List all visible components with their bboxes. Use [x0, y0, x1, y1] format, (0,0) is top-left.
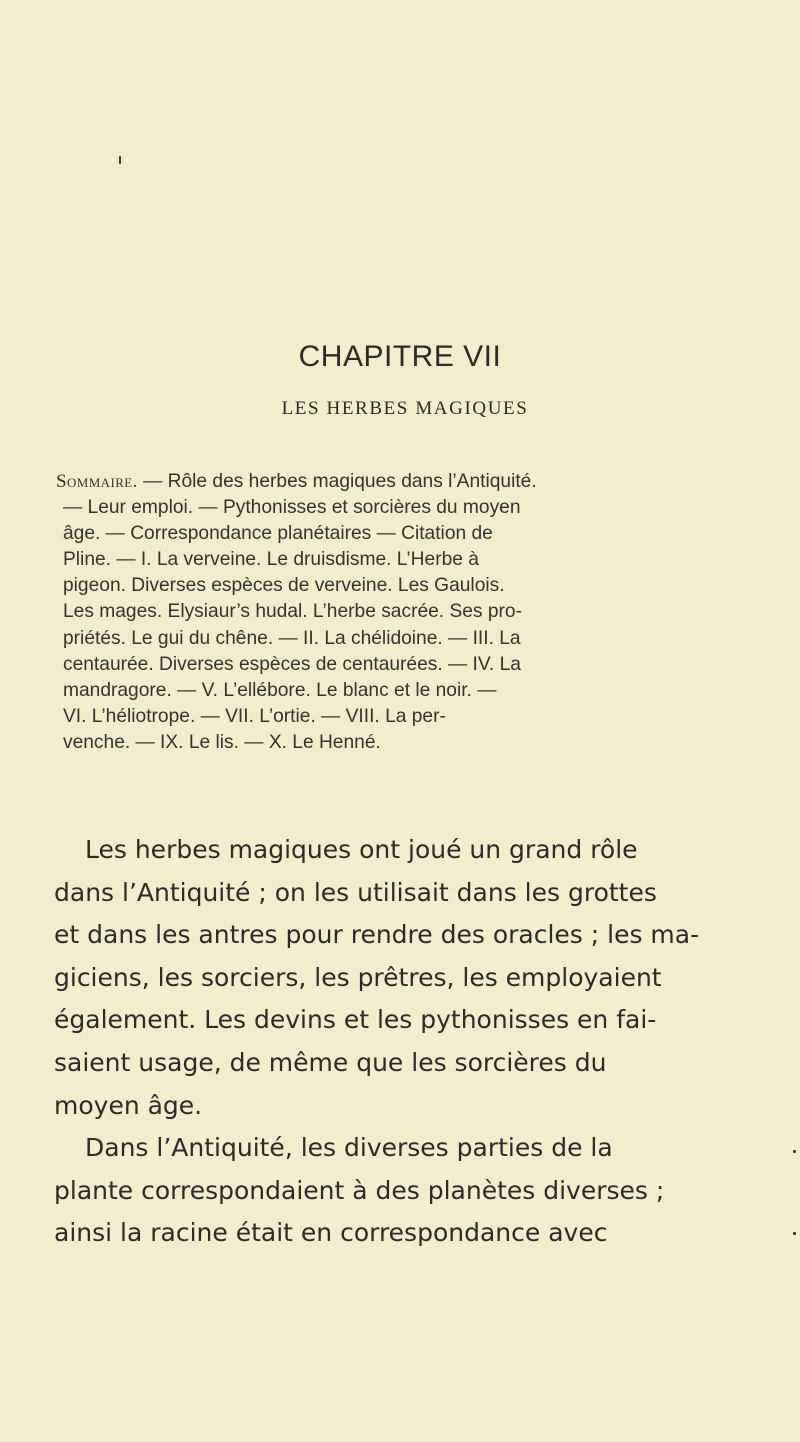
body-line: Dans l’Antiquité, les diverses parties de la — [85, 1133, 613, 1163]
section-title: LES HERBES MAGIQUES — [281, 398, 529, 419]
summary-text: — Rôle des herbes magiques dans l’Antiquité. — [137, 471, 537, 492]
summary-line: Pline. — I. La verveine. Le druisdisme. L’Herbe à — [63, 549, 479, 571]
body-line: Les herbes magiques ont joué un grand rôle — [85, 835, 638, 864]
summary-line: Les mages. Elysiaur’s hudal. L’herbe sacrée. Ses pro- — [63, 601, 522, 623]
summary-label: Sommaire. — [56, 471, 138, 492]
page-speck — [793, 1232, 796, 1235]
body-line: et dans les antres pour rendre des oracles ; les ma- — [54, 920, 700, 950]
body-line: plante correspondaient à des planètes diverses ; — [54, 1175, 665, 1205]
summary-line: centaurée. Diverses espèces de centaurées. — IV. La — [63, 653, 521, 675]
body-line: dans l’Antiquité ; on les utilisait dans les grottes — [54, 877, 657, 907]
chapter-title: CHAPITRE VII — [298, 340, 502, 374]
body-line: moyen âge. — [54, 1090, 203, 1120]
summary-line: venche. — IX. Le lis. — X. Le Henné. — [63, 731, 381, 753]
body-paragraphs — [54, 829, 744, 1255]
summary-line: priétés. Le gui du chêne. — II. La chélidoine. — III. La — [63, 627, 521, 649]
summary-line — [56, 469, 744, 495]
body-line: ainsi la racine était en correspondance avec — [54, 1218, 608, 1248]
page-speck — [793, 1150, 796, 1153]
summary-line: pigeon. Diverses espèces de verveine. Les Gaulois. — [63, 575, 505, 597]
body-line: giciens, les sorciers, les prêtres, les employaient — [54, 962, 662, 992]
page-speck — [119, 156, 121, 164]
summary-line: VI. L’héliotrope. — VII. L’ortie. — VIII. La per- — [63, 705, 446, 727]
summary-line: âge. — Correspondance planétaires — Citation de — [63, 523, 493, 545]
body-line: saient usage, de même que les sorcières du — [54, 1047, 607, 1077]
summary-line: — Leur emploi. — Pythonisses et sorcières du moyen — [63, 497, 521, 519]
body-line: également. Les devins et les pythonisses en fai- — [54, 1005, 657, 1035]
chapter-summary — [56, 469, 744, 756]
summary-line: mandragore. — V. L’ellébore. Le blanc et le noir. — — [63, 679, 497, 701]
